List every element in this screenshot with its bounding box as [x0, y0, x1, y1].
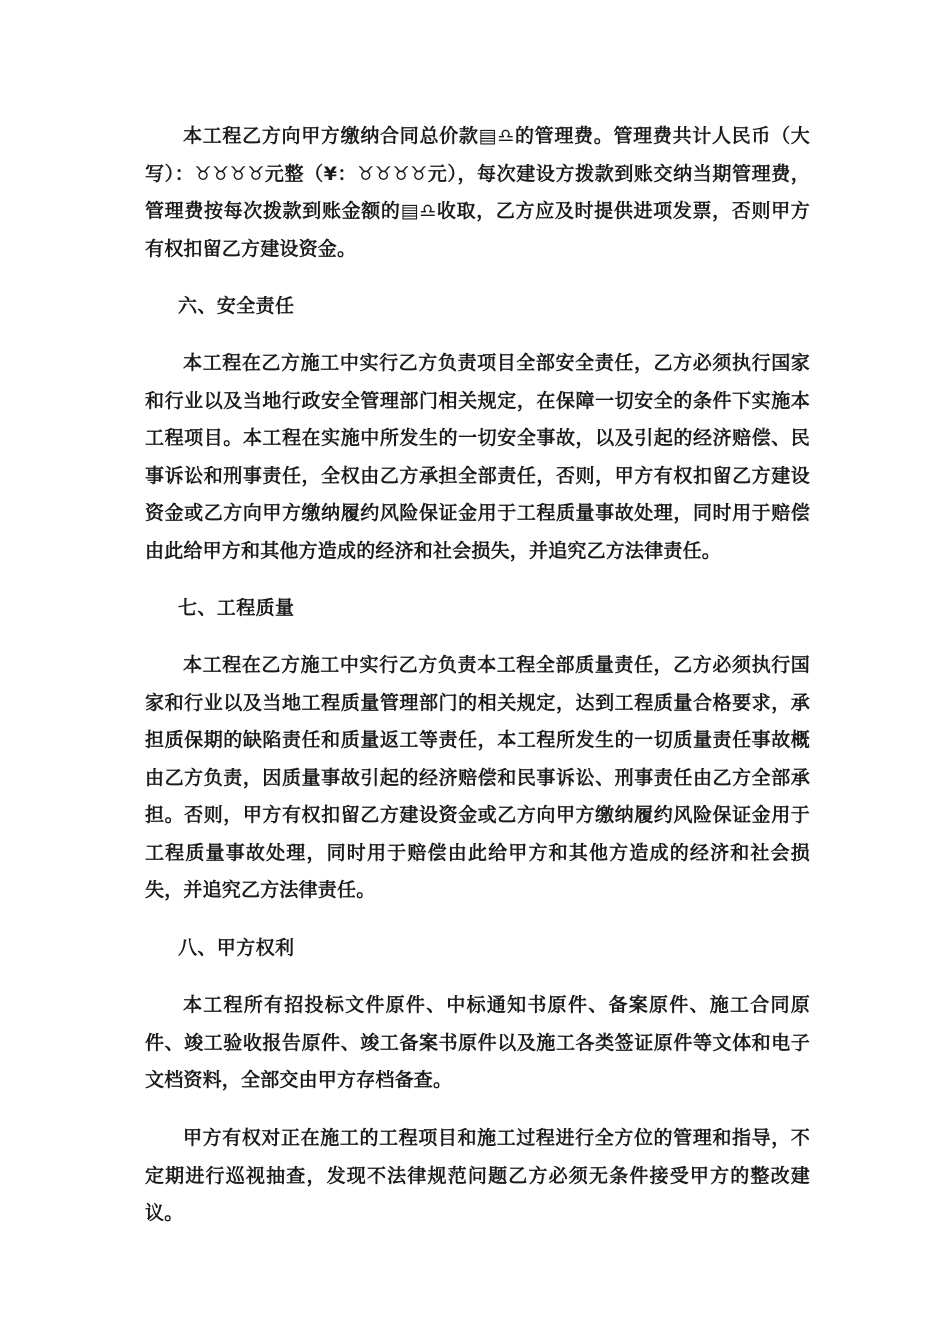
party-a-archive-paragraph: 本工程所有招投标文件原件、中标通知书原件、备案原件、施工合同原件、竣工验收报告原件、竣工备案书原件以及施工各类签证原件等文体和电子文档资料，全部交由甲方存档备查。	[145, 994, 810, 1091]
quality-responsibility-paragraph: 本工程在乙方施工中实行乙方负责本工程全部质量责任，乙方必须执行国家和行业以及当地工程质量管理部门的相关规定，达到工程质量合格要求，承担质保期的缺陷责任和质量返工等责任，本工程所发生的一切质量责任事故概由乙方负责，因质量事故引起的经济赔偿和民事诉讼、刑事责任由乙方全部承担。否则，甲方有权扣留乙方建设资金或乙方向甲方缴纳履约风险保证金用于工程质量事故处理，同时用于赔偿由此给甲方和其他方造成的经济和社会损失，并追究乙方法律责任。	[145, 654, 810, 901]
management-fee-paragraph: 本工程乙方向甲方缴纳合同总价款▤♎的管理费。管理费共计人民币（大写）：♉♉♉♉元整（¥：♉♉♉♉元），每次建设方拨款到账交纳当期管理费，管理费按每次拨款到账金额的▤♎收取，乙方应及时提供进项发票，否则甲方有权扣留乙方建设资金。	[145, 125, 810, 260]
section-heading-quality: 七、工程质量	[178, 597, 295, 619]
section-heading-party-a-rights: 八、甲方权利	[178, 937, 295, 959]
section-heading-safety: 六、安全责任	[178, 295, 295, 317]
party-a-supervision-paragraph: 甲方有权对正在施工的工程项目和施工过程进行全方位的管理和指导，不定期进行巡视抽查，发现不法律规范问题乙方必须无条件接受甲方的整改建议。	[145, 1127, 810, 1224]
safety-responsibility-paragraph: 本工程在乙方施工中实行乙方负责项目全部安全责任，乙方必须执行国家和行业以及当地行政安全管理部门相关规定，在保障一切安全的条件下实施本工程项目。本工程在实施中所发生的一切安全事故，以及引起的经济赔偿、民事诉讼和刑事责任，全权由乙方承担全部责任，否则，甲方有权扣留乙方建设资金或乙方向甲方缴纳履约风险保证金用于工程质量事故处理，同时用于赔偿由此给甲方和其他方造成的经济和社会损失，并追究乙方法律责任。	[145, 352, 810, 562]
